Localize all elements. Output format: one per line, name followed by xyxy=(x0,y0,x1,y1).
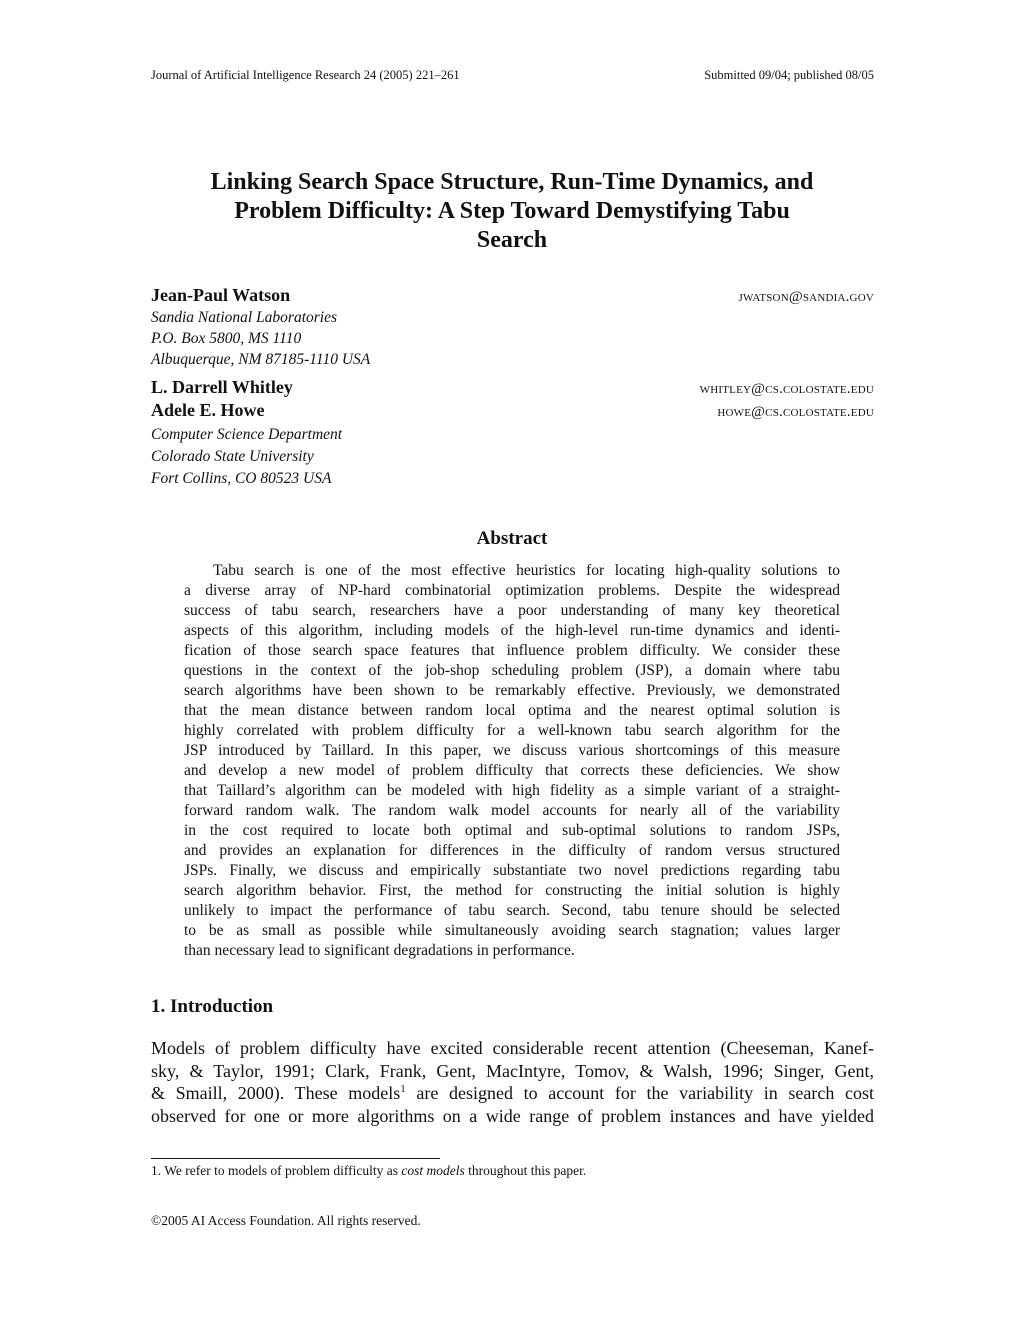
abstract-line: search algorithm behavior. First, the method for constructing the initial solution is highly xyxy=(184,882,840,899)
affiliation-line: Colorado State University xyxy=(151,448,314,465)
author-block-colorado xyxy=(151,376,874,489)
abstract-line: fication of those search space features that influence problem difficulty. We consider these xyxy=(184,642,840,659)
affiliation-line: P.O. Box 5800, MS 1110 xyxy=(151,330,302,347)
body-line xyxy=(151,1082,874,1105)
abstract-line: a diverse array of NP-hard combinatorial optimization problems. Despite the widespread xyxy=(184,582,840,599)
abstract-line: questions in the context of the job-shop scheduling problem (JSP), a domain where tabu xyxy=(184,662,840,679)
abstract-line: and develop a new model of problem difficulty that corrects these deficiencies. We show xyxy=(184,762,840,779)
abstract-line: forward random walk. The random walk model accounts for nearly all of the variability xyxy=(184,802,840,819)
abstract-line: search algorithms have been shown to be remarkably effective. Previously, we demonstrated xyxy=(184,682,840,699)
abstract-line: highly correlated with problem difficulty for a well-known tabu search algorithm for the xyxy=(184,722,840,739)
abstract-line: to be as small as possible while simultaneously avoiding search stagnation; values larger xyxy=(184,922,840,939)
abstract-line: aspects of this algorithm, including models of the high-level run-time dynamics and identi- xyxy=(184,622,840,639)
author-email: howe@cs.colostate.edu xyxy=(717,404,874,420)
author-email: whitley@cs.colostate.edu xyxy=(699,381,874,397)
body-line: observed for one or more algorithms on a wide range of problem instances and have yielded xyxy=(151,1105,874,1126)
affiliation-line: Fort Collins, CO 80523 USA xyxy=(151,470,332,487)
footnote-text: throughout this paper. xyxy=(464,1163,587,1178)
copyright-notice: ©2005 AI Access Foundation. All rights reserved. xyxy=(151,1213,421,1228)
body-text-fragment: are designed to account for the variability in search cost xyxy=(405,1083,874,1103)
body-line: sky, & Taylor, 1991; Clark, Frank, Gent, MacIntyre, Tomov, & Walsh, 1996; Singer, Gent, xyxy=(151,1060,874,1081)
abstract-line: that the mean distance between random local optima and the nearest optimal solution is xyxy=(184,702,840,719)
footnote-divider xyxy=(151,1158,440,1159)
title-line: Linking Search Space Structure, Run-Time Dynamics, and xyxy=(210,169,814,195)
author-email: jwatson@sandia.gov xyxy=(738,289,874,305)
title-line: Search xyxy=(476,227,548,253)
section-heading-introduction: 1. Introduction xyxy=(151,996,274,1017)
footnote xyxy=(151,1163,874,1179)
abstract-line: unlikely to impact the performance of tabu search. Second, tabu tenure should be selected xyxy=(184,902,840,919)
abstract-body xyxy=(184,561,840,961)
author-block-watson xyxy=(151,284,874,370)
journal-citation: Journal of Artificial Intelligence Research 24 (2005) 221–261 xyxy=(151,68,460,82)
abstract-line: success of tabu search, researchers have a poor understanding of many key theoretical xyxy=(184,602,840,619)
affiliation-line: Computer Science Department xyxy=(151,426,343,443)
body-text-fragment: & Smaill, 2000). These models xyxy=(151,1083,401,1103)
abstract-line: and provides an explanation for differences in the difficulty of random versus structured xyxy=(184,842,840,859)
footnote-marker[interactable]: 1 xyxy=(400,1083,406,1095)
title-line: Problem Difficulty: A Step Toward Demystifying Tabu xyxy=(234,198,790,224)
abstract-heading: Abstract xyxy=(476,528,548,549)
paper-title xyxy=(140,168,884,255)
introduction-paragraph xyxy=(151,1037,874,1127)
abstract-line: that Taillard’s algorithm can be modeled with high fidelity as a simple variant of a straight- xyxy=(184,782,840,799)
running-head xyxy=(151,68,874,83)
abstract-line: than necessary lead to significant degradations in performance. xyxy=(184,942,575,959)
author-name: Jean-Paul Watson xyxy=(151,285,291,305)
submission-dates: Submitted 09/04; published 08/05 xyxy=(704,68,874,82)
author-name: L. Darrell Whitley xyxy=(151,377,293,397)
abstract-line: JSPs. Finally, we discuss and empirically substantiate two novel predictions regarding tabu xyxy=(184,862,840,879)
affiliation-line: Sandia National Laboratories xyxy=(151,309,338,326)
affiliation-line: Albuquerque, NM 87185-1110 USA xyxy=(151,351,371,368)
abstract-line: in the cost required to locate both optimal and sub-optimal solutions to random JSPs, xyxy=(184,822,840,839)
author-name: Adele E. Howe xyxy=(151,400,265,420)
footnote-emphasis: cost models xyxy=(401,1163,465,1178)
body-line: Models of problem difficulty have excited considerable recent attention (Cheeseman, Kanef- xyxy=(151,1038,874,1058)
footnote-text: 1. We refer to models of problem difficulty as xyxy=(151,1163,402,1178)
abstract-line: JSP introduced by Taillard. In this paper, we discuss various shortcomings of this measure xyxy=(184,742,840,759)
abstract-line: Tabu search is one of the most effective heuristics for locating high-quality solutions to xyxy=(213,562,840,579)
